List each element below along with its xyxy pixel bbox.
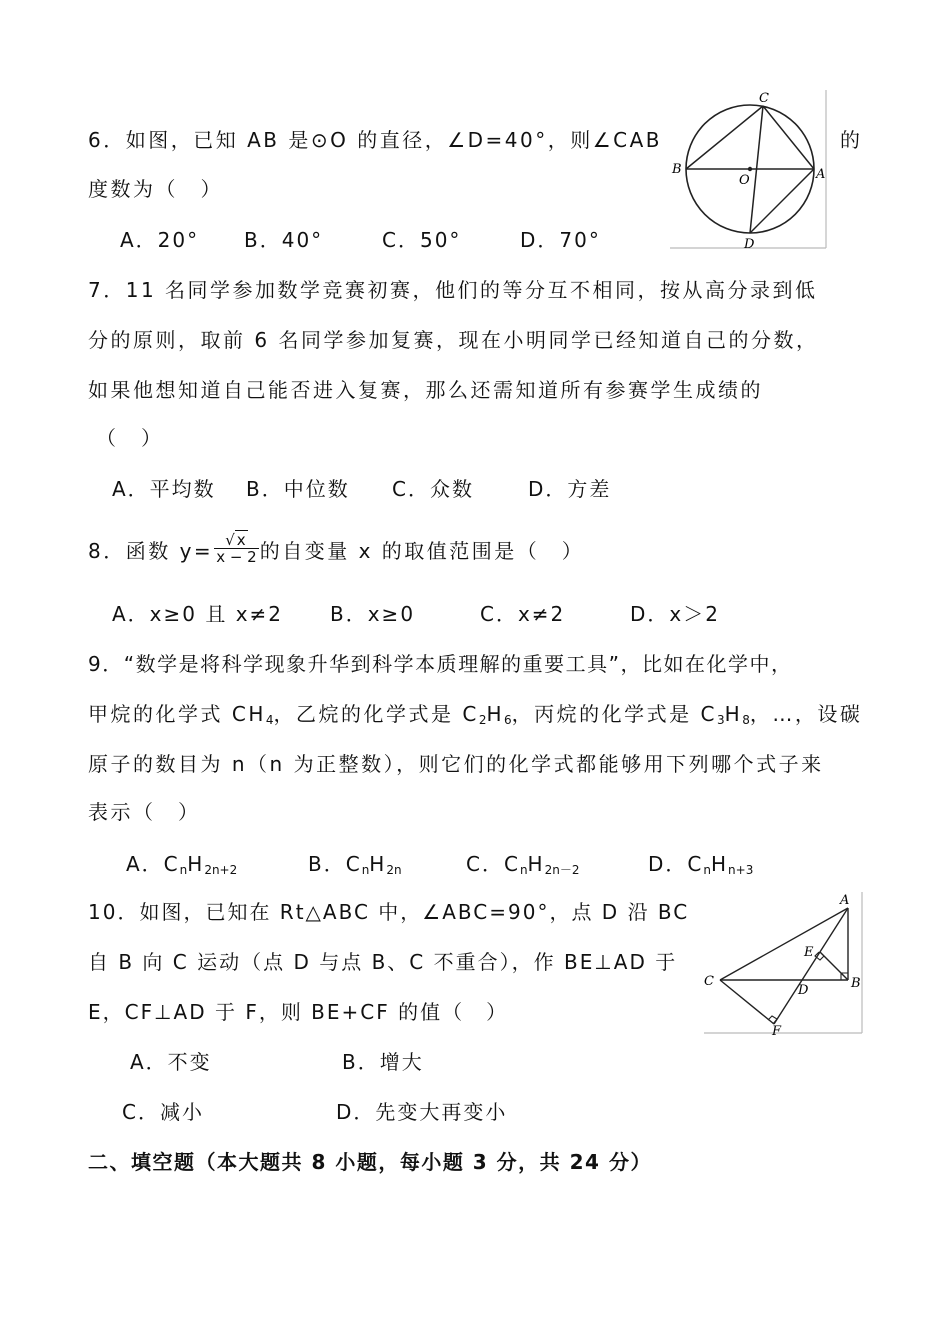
q9-line4: 表示（ ） xyxy=(88,800,201,824)
q9-option-d xyxy=(648,850,753,884)
sqrt-sign: √ xyxy=(225,531,235,549)
q6-option-a: A．20° xyxy=(120,228,200,252)
q9-a-sub2: 2n+2 xyxy=(204,863,238,877)
label-o: O xyxy=(739,173,750,188)
q9-line2 xyxy=(88,700,862,734)
q9-l2-sub1: 4 xyxy=(265,713,274,727)
q6-option-c: C．50° xyxy=(382,228,462,252)
q7-line4: （ ） xyxy=(96,426,164,450)
q9-c-mid: H xyxy=(527,852,545,876)
q8-option-d: D．x＞2 xyxy=(630,602,720,626)
q8-prefix: 8．函数 y= xyxy=(88,539,214,563)
q9-l2-d: ，丙烷的化学式是 C xyxy=(511,702,717,726)
chord-ad xyxy=(750,169,814,233)
q6-line2: 度数为（ ） xyxy=(88,177,223,201)
q9-c-label: C．C xyxy=(466,852,520,876)
q8-line xyxy=(88,531,585,569)
q9-option-c xyxy=(466,850,579,884)
q9-d-mid: H xyxy=(710,852,729,876)
q7-option-b: B．中位数 xyxy=(246,477,350,501)
q6-option-d: D．70° xyxy=(520,228,601,252)
q9-l2-a: 甲烷的化学式 CH xyxy=(88,702,266,726)
q9-line3: 原子的数目为 n（n 为正整数），则它们的化学式都能够用下列哪个式子来 xyxy=(88,752,824,776)
q9-l2-sub2: 2 xyxy=(478,713,487,727)
label-e: E xyxy=(804,945,814,960)
q6-line1-tail: 的 xyxy=(840,128,863,152)
q9-b-sub1: n xyxy=(361,863,370,877)
q9-l2-sub3: 6 xyxy=(504,713,512,727)
q10-line3: E，CF⊥AD 于 F，则 BE+CF 的值（ ） xyxy=(88,1000,509,1024)
q10-option-b: B．增大 xyxy=(342,1050,424,1074)
q9-a-label: A．C xyxy=(126,852,180,876)
label-b: B xyxy=(672,162,682,177)
q9-a-mid: H xyxy=(187,852,205,876)
q9-l2-c: H xyxy=(486,702,505,726)
label-a: A xyxy=(816,167,826,182)
label-c: C xyxy=(759,91,769,106)
q9-d-label: D．C xyxy=(648,852,704,876)
q10-line1: 10．如图，已知在 Rt△ABC 中，∠ABC=90°，点 D 沿 BC xyxy=(88,900,690,924)
q7-line1: 7．11 名同学参加数学竞赛初赛，他们的等分互不相同，按从高分录到低 xyxy=(88,278,818,302)
q9-line1: 9．“数学是将科学现象升华到科学本质理解的重要工具”，比如在化学中， xyxy=(88,652,793,676)
q9-b-mid: H xyxy=(369,852,387,876)
q9-l2-e: H xyxy=(724,702,743,726)
q6-circle-figure xyxy=(668,88,830,250)
q7-option-d: D．方差 xyxy=(528,477,612,501)
q10-option-a: A．不变 xyxy=(130,1050,212,1074)
q8-suffix: 的自变量 x 的取值范围是（ ） xyxy=(259,539,585,563)
q8-option-a: A．x≥0 且 x≠2 xyxy=(112,602,284,626)
segment-ca xyxy=(720,908,848,980)
q9-option-a xyxy=(126,850,237,884)
section2-title: 二、填空题（本大题共 8 小题，每小题 3 分，共 24 分） xyxy=(88,1150,652,1174)
q9-a-sub1: n xyxy=(179,863,188,877)
q7-option-c: C．众数 xyxy=(392,477,474,501)
q7-line3: 如果他想知道自己能否进入复赛，那么还需知道所有参赛学生成绩的 xyxy=(88,378,763,402)
label-a: A xyxy=(840,893,850,908)
q7-option-a: A．平均数 xyxy=(112,477,216,501)
q9-c-sub2: 2n－2 xyxy=(544,863,580,877)
label-c: C xyxy=(704,974,714,989)
q9-d-sub2: n+3 xyxy=(728,863,754,877)
q10-triangle-figure xyxy=(702,890,866,1036)
q9-c-sub1: n xyxy=(519,863,528,877)
q9-option-b xyxy=(308,850,402,884)
segment-af xyxy=(774,908,848,1024)
q9-b-label: B．C xyxy=(308,852,362,876)
q9-l2-b: ，乙烷的化学式是 C xyxy=(273,702,479,726)
label-f: F xyxy=(772,1024,782,1036)
q9-l2-sub5: 8 xyxy=(742,713,750,727)
chord-cb xyxy=(686,106,763,169)
segment-cf xyxy=(720,980,774,1024)
q10-option-d: D．先变大再变小 xyxy=(336,1100,508,1124)
q8-frac-numerator: x xyxy=(236,531,246,549)
q6-line1: 6．如图，已知 AB 是⊙O 的直径，∠D=40°，则∠CAB xyxy=(88,128,663,152)
q10-line2: 自 B 向 C 运动（点 D 与点 B、C 不重合），作 BE⊥AD 于 xyxy=(88,950,678,974)
label-d: D xyxy=(798,983,809,998)
q8-frac-denominator: x − 2 xyxy=(216,548,257,566)
q6-option-b: B．40° xyxy=(244,228,324,252)
q9-b-sub2: 2n xyxy=(386,863,402,877)
q7-line2: 分的原则，取前 6 名同学参加复赛，现在小明同学已经知道自己的分数， xyxy=(88,328,819,352)
q8-option-b: B．x≥0 xyxy=(330,602,416,626)
q9-l2-sub4: 3 xyxy=(717,713,725,727)
label-d: D xyxy=(744,237,755,250)
q9-d-sub1: n xyxy=(703,863,711,877)
q9-l2-f: ，…，设碳 xyxy=(749,702,863,726)
label-b: B xyxy=(851,976,861,991)
q8-option-c: C．x≠2 xyxy=(480,602,566,626)
q8-fraction xyxy=(214,532,259,565)
center-point xyxy=(748,167,752,171)
q10-option-c: C．减小 xyxy=(122,1100,204,1124)
